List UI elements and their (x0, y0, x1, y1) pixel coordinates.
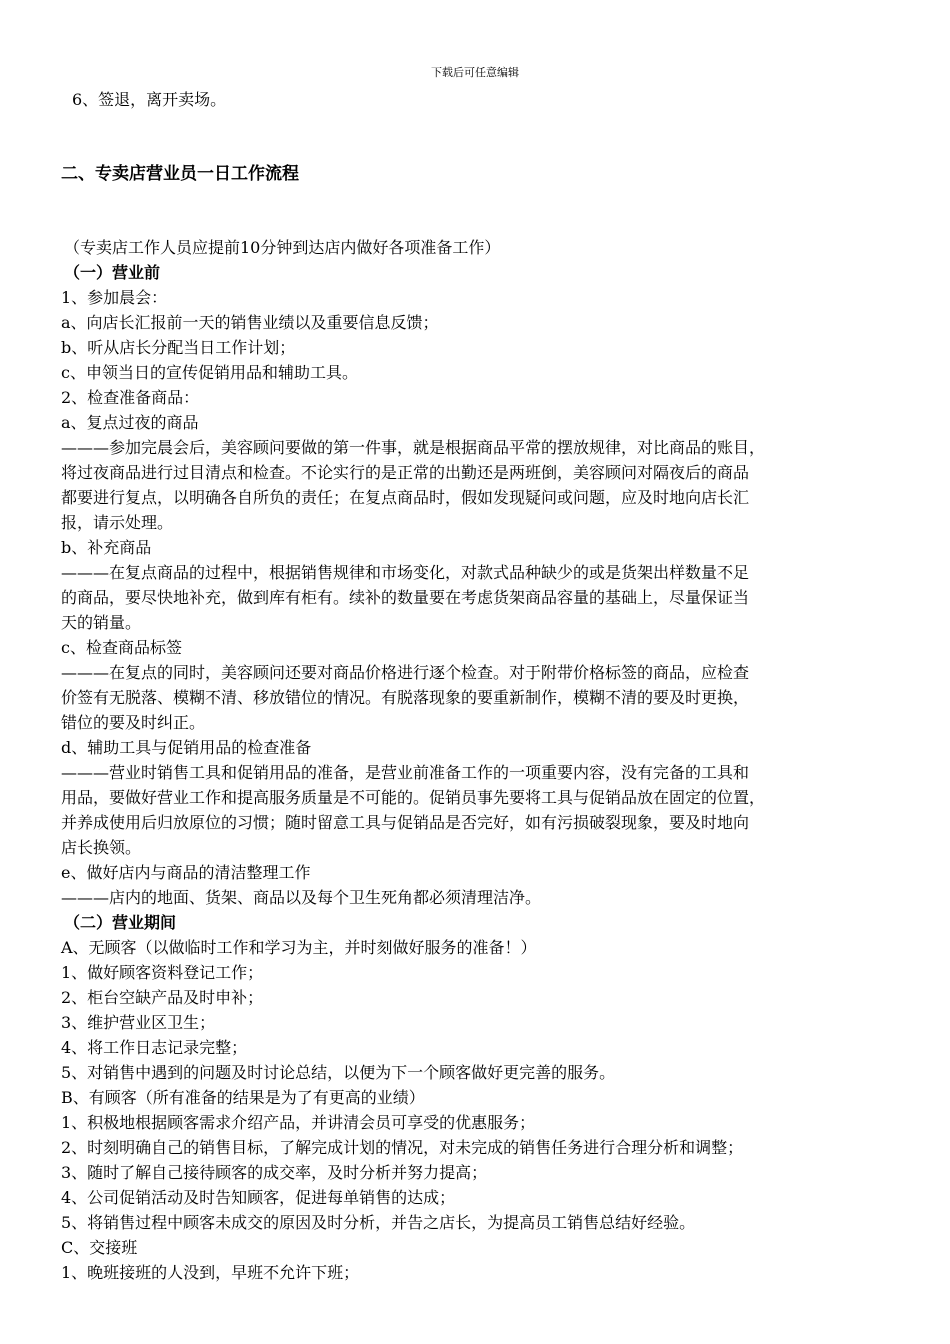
list-item: 1、做好顾客资料登记工作； (61, 963, 264, 982)
paragraph-line: ———参加完晨会后，美容顾问要做的第一件事，就是根据商品平常的摆放规律，对比商品的账目， (61, 438, 766, 457)
paragraph-line: ———在复点商品的过程中，根据销售规律和市场变化，对款式品种缺少的或是货架出样数量不足 (61, 563, 750, 582)
list-item: B、有顾客（所有准备的结果是为了有更高的业绩） (61, 1088, 425, 1107)
paragraph-line: 店长换领。 (61, 838, 142, 857)
paragraph-line: 用品，要做好营业工作和提高服务质量是不可能的。促销员事先要将工具与促销品放在固定的位置， (61, 788, 766, 807)
list-item: d、辅助工具与促销用品的检查准备 (61, 738, 312, 757)
paragraph-line: 并养成使用后归放原位的习惯；随时留意工具与促销品是否完好，如有污损破裂现象，要及时地向 (61, 813, 750, 832)
list-item: 1、参加晨会： (61, 288, 168, 307)
paragraph: （专卖店工作人员应提前10分钟到达店内做好各项准备工作） (64, 238, 501, 257)
paragraph-line: 将过夜商品进行过目清点和检查。不论实行的是正常的出勤还是两班倒，美容顾问对隔夜后的商品 (61, 463, 750, 482)
list-item: 4、将工作日志记录完整； (61, 1038, 248, 1057)
list-item: 1、晚班接班的人没到，早班不允许下班； (61, 1263, 360, 1282)
section-heading: 二、专卖店营业员一日工作流程 (61, 164, 299, 184)
subsection-heading: （一）营业前 (64, 263, 161, 282)
list-item: c、检查商品标签 (61, 638, 182, 657)
list-item: 3、随时了解自己接待顾客的成交率，及时分析并努力提高； (61, 1163, 488, 1182)
list-item: 6、签退，离开卖场。 (72, 90, 227, 109)
list-item: a、向店长汇报前一天的销售业绩以及重要信息反馈； (61, 313, 439, 332)
list-item: a、复点过夜的商品 (61, 413, 199, 432)
paragraph-line: ———在复点的同时，美容顾问还要对商品价格进行逐个检查。对于附带价格标签的商品，应检查 (61, 663, 750, 682)
list-item: c、申领当日的宣传促销用品和辅助工具。 (61, 363, 358, 382)
paragraph-line: 都要进行复点，以明确各自所负的责任；在复点商品时，假如发现疑问或问题，应及时地向店长汇 (61, 488, 750, 507)
page-header: 下载后可任意编辑 (431, 66, 519, 79)
paragraph-line: 报，请示处理。 (61, 513, 174, 532)
list-item: 3、维护营业区卫生； (61, 1013, 216, 1032)
list-item: A、无顾客（以做临时工作和学习为主，并时刻做好服务的准备！） (61, 938, 537, 957)
list-item: b、听从店长分配当日工作计划； (61, 338, 296, 357)
paragraph-line: 价签有无脱落、模糊不清、移放错位的情况。有脱落现象的要重新制作，模糊不清的要及时更换， (61, 688, 750, 707)
list-item: 1、积极地根据顾客需求介绍产品，并讲清会员可享受的优惠服务； (61, 1113, 536, 1132)
paragraph-line: 天的销量。 (61, 613, 142, 632)
list-item: 2、时刻明确自己的销售目标，了解完成计划的情况，对未完成的销售任务进行合理分析和调整； (61, 1138, 744, 1157)
paragraph-line: ———营业时销售工具和促销用品的准备，是营业前准备工作的一项重要内容，没有完备的工具和 (61, 763, 750, 782)
list-item: 4、公司促销活动及时告知顾客，促进每单销售的达成； (61, 1188, 456, 1207)
subsection-heading: （二）营业期间 (64, 913, 177, 932)
list-item: C、交接班 (61, 1238, 138, 1257)
list-item: 2、检查准备商品： (61, 388, 200, 407)
paragraph-line: 的商品，要尽快地补充，做到库有柜有。续补的数量要在考虑货架商品容量的基础上，尽量保证当 (61, 588, 750, 607)
paragraph-line: 错位的要及时纠正。 (61, 713, 206, 732)
list-item: 5、将销售过程中顾客未成交的原因及时分析，并告之店长，为提高员工销售总结好经验。 (61, 1213, 696, 1232)
list-item: e、做好店内与商品的清洁整理工作 (61, 863, 311, 882)
list-item: 2、柜台空缺产品及时申补； (61, 988, 264, 1007)
list-item: b、补充商品 (61, 538, 152, 557)
list-item: 5、对销售中遇到的问题及时讨论总结，以便为下一个顾客做好更完善的服务。 (61, 1063, 616, 1082)
paragraph-line: ———店内的地面、货架、商品以及每个卫生死角都必须清理洁净。 (61, 888, 542, 907)
